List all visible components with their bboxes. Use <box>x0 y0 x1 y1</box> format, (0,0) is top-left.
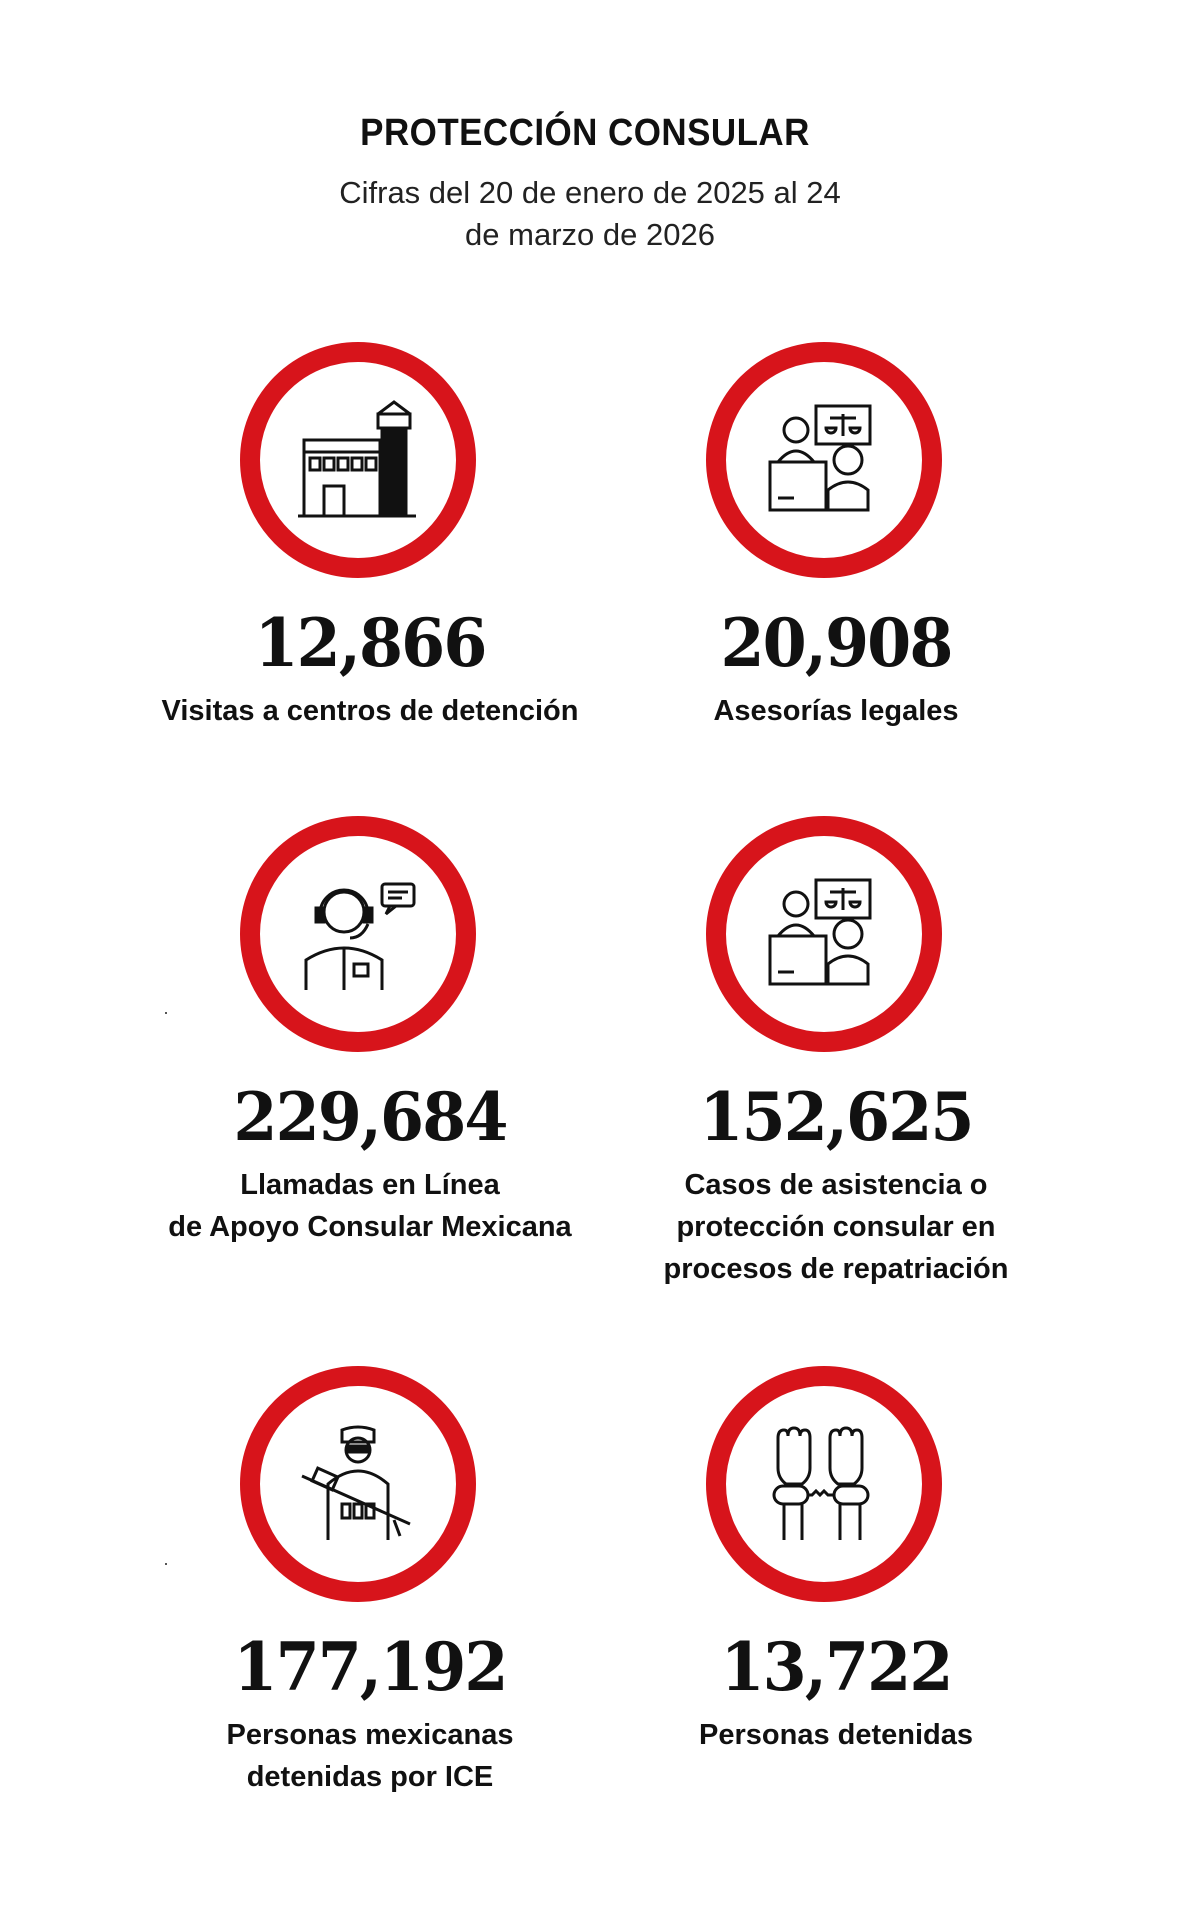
stat-label-line: de Apoyo Consular Mexicana <box>168 1211 572 1243</box>
stat-label-line: detenidas por ICE <box>246 1761 494 1793</box>
call-center-agent-icon <box>298 874 418 994</box>
stat-label <box>120 1164 620 1248</box>
stat-value: 229,684 <box>233 1078 507 1156</box>
armed-officer-icon <box>298 1424 418 1544</box>
stat-ring <box>706 816 942 1052</box>
legal-advice-icon <box>764 400 884 520</box>
stat-label <box>120 690 620 732</box>
stat-label-line: protección consular en <box>676 1211 996 1243</box>
stat-label <box>586 1164 1086 1290</box>
stat-value: 20,908 <box>720 604 952 682</box>
stat-ring <box>706 1366 942 1602</box>
stat-value: 177,192 <box>233 1628 507 1706</box>
stat-ring <box>240 816 476 1052</box>
stat-ring <box>240 1366 476 1602</box>
stat-label <box>120 1714 620 1798</box>
stat-ring <box>240 342 476 578</box>
stat-label-line: Visitas a centros de detención <box>161 695 579 727</box>
page-title: PROTECCIÓN CONSULAR <box>360 112 810 154</box>
stat-label-line: Asesorías legales <box>713 695 959 727</box>
legal-advice-icon <box>764 874 884 994</box>
subtitle-line: de marzo de 2026 <box>465 217 715 252</box>
stat-label-line: Personas mexicanas <box>226 1719 514 1751</box>
page-subtitle <box>290 172 890 256</box>
stat-value: 152,625 <box>699 1078 973 1156</box>
subtitle-line: Cifras del 20 de enero de 2025 al 24 <box>339 175 841 210</box>
stat-label-line: procesos de repatriación <box>663 1253 1009 1285</box>
stray-dot <box>165 1012 167 1014</box>
stat-ring <box>706 342 942 578</box>
stat-label-line: Casos de asistencia o <box>684 1169 988 1201</box>
stray-dot <box>165 1563 167 1565</box>
prison-building-icon <box>298 400 418 520</box>
stat-value: 12,866 <box>254 604 486 682</box>
stat-label-line: Llamadas en Línea <box>240 1169 500 1201</box>
stat-label <box>586 1714 1086 1756</box>
handcuffed-hands-icon <box>764 1424 884 1544</box>
stat-value: 13,722 <box>720 1628 952 1706</box>
stat-label-line: Personas detenidas <box>699 1719 973 1751</box>
stat-label <box>586 690 1086 732</box>
